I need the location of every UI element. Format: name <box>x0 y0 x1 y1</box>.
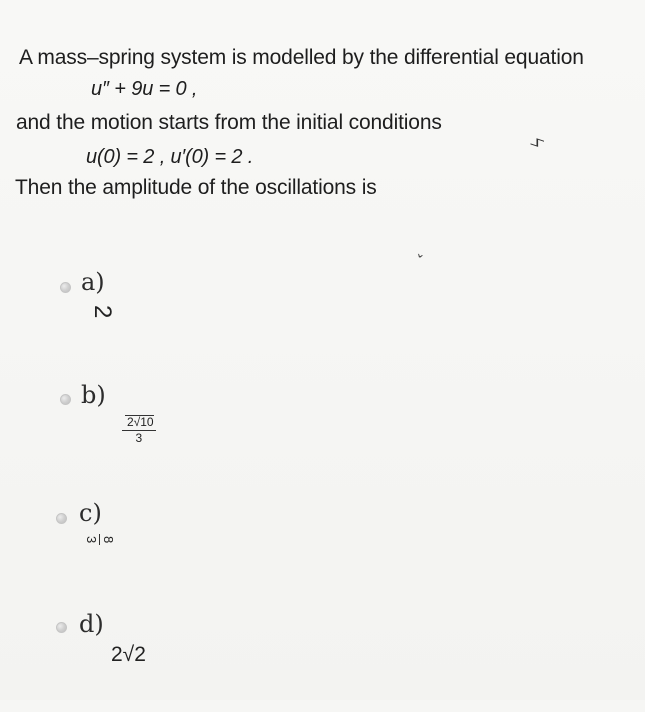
option-a-value: 2 <box>89 305 116 319</box>
option-b-label: b) <box>81 381 106 409</box>
option-a[interactable] <box>0 262 645 372</box>
initial-conditions: u(0) = 2 , u′(0) = 2 . <box>86 146 254 168</box>
option-c-value <box>85 534 115 545</box>
option-b-numerator <box>122 415 156 431</box>
option-c[interactable] <box>0 495 645 605</box>
option-a-label: a) <box>81 268 105 296</box>
option-b-root-text: 2√10 <box>127 415 154 429</box>
question-line-1: A mass–spring system is modelled by the differential equation <box>19 46 584 69</box>
option-c-label: c) <box>79 499 102 527</box>
option-c-denominator: 3 <box>84 536 100 544</box>
stray-mark-1: ϟ <box>525 136 547 149</box>
question-line-2: and the motion starts from the initial conditions <box>16 111 442 134</box>
radio-button-b[interactable] <box>60 394 71 405</box>
option-d-label: d) <box>79 610 104 638</box>
option-d-value: 2√2 <box>111 643 146 666</box>
option-b-value <box>122 415 156 444</box>
option-b-denominator: 3 <box>135 430 143 445</box>
radio-button-c[interactable] <box>56 513 67 524</box>
stray-mark-2: ˇ <box>410 251 426 272</box>
question-line-3: Then the amplitude of the oscillations is <box>15 176 377 199</box>
option-b[interactable] <box>0 378 645 488</box>
option-d[interactable] <box>0 602 645 712</box>
radio-button-a[interactable] <box>60 282 71 293</box>
option-c-numerator: 8 <box>101 536 116 544</box>
radio-button-d[interactable] <box>56 622 67 633</box>
differential-equation: u″ + 9u = 0 , <box>91 78 198 100</box>
